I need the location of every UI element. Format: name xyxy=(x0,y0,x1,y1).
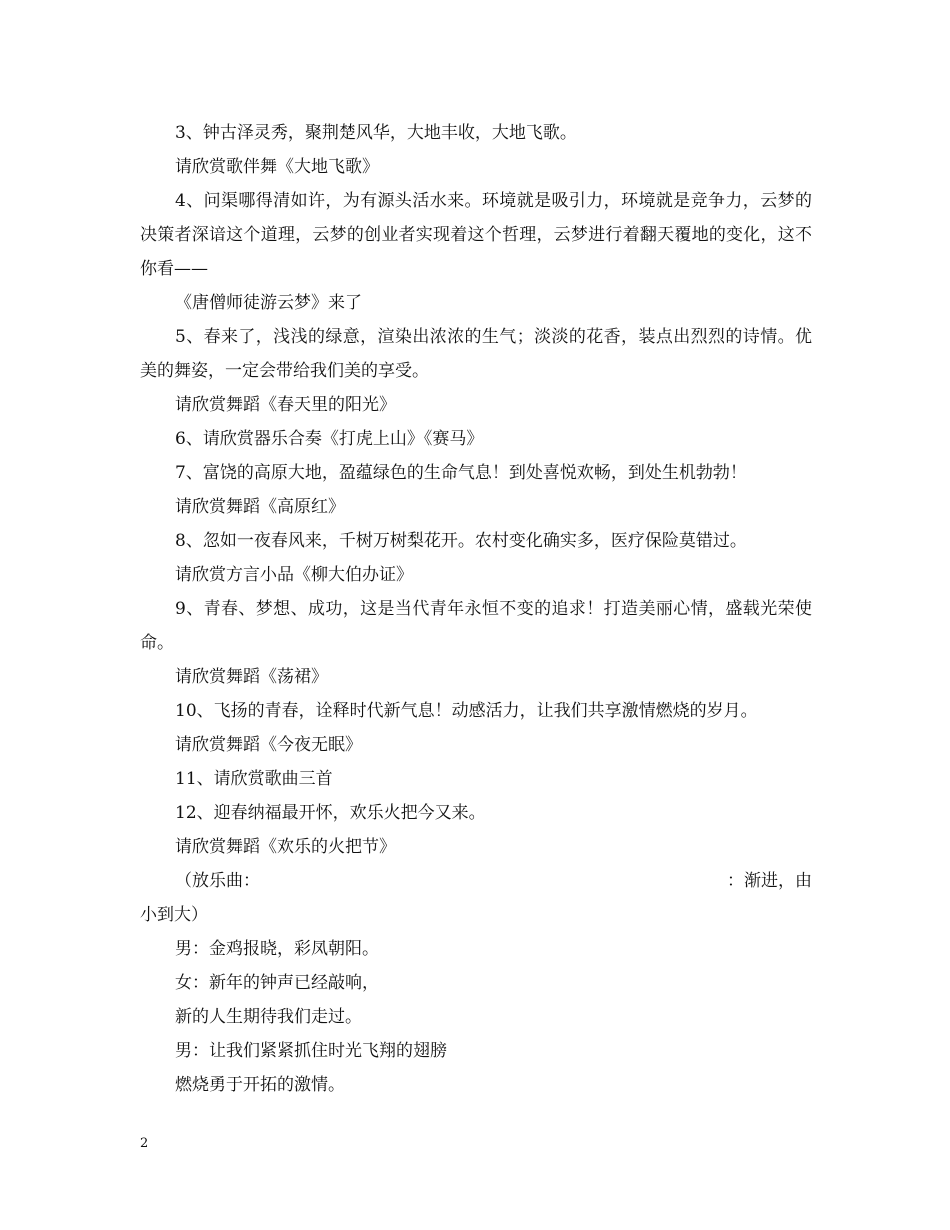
paragraph: 4、问渠哪得清如许，为有源头活水来。环境就是吸引力，环境就是竞争力，云梦的决策者深谙这个道理，云梦的创业者实现着这个哲理，云梦进行着翻天覆地的变化，这不你看—— xyxy=(140,191,812,279)
paragraph: 请欣赏歌伴舞《大地飞歌》 xyxy=(175,157,379,177)
paragraph: 请欣赏舞蹈《欢乐的火把节》 xyxy=(175,837,396,857)
music-note-left: （放乐曲： xyxy=(175,871,260,891)
paragraph: 请欣赏舞蹈《荡裙》 xyxy=(175,667,328,687)
dialogue-line: 男：让我们紧紧抓住时光飞翔的翅膀 xyxy=(175,1041,447,1061)
music-note-line xyxy=(140,864,812,898)
paragraph: 请欣赏舞蹈《春天里的阳光》 xyxy=(175,395,396,415)
paragraph: 请欣赏方言小品《柳大伯办证》 xyxy=(175,565,413,585)
paragraph: 7、富饶的高原大地，盈蕴绿色的生命气息！到处喜悦欢畅，到处生机勃勃！ xyxy=(175,463,747,483)
dialogue-line: 男：金鸡报晓，彩凤朝阳。 xyxy=(175,939,379,959)
paragraph: 6、请欣赏器乐合奏《打虎上山》《赛马》 xyxy=(175,429,484,449)
music-note-continuation: 小到大） xyxy=(140,905,208,925)
music-note-right: ：渐进，由 xyxy=(727,871,812,891)
page-number: 2 xyxy=(140,1136,149,1151)
paragraph: 请欣赏舞蹈《今夜无眠》 xyxy=(175,735,362,755)
paragraph: 请欣赏舞蹈《高原红》 xyxy=(175,497,345,517)
paragraph: 3、钟古泽灵秀，聚荆楚风华，大地丰收，大地飞歌。 xyxy=(175,123,577,143)
document-body xyxy=(140,116,812,1102)
paragraph: 8、忽如一夜春风来，千树万树梨花开。农村变化确实多，医疗保险莫错过。 xyxy=(175,531,747,551)
dialogue-line: 燃烧勇于开拓的激情。 xyxy=(175,1075,345,1095)
dialogue-line: 新的人生期待我们走过。 xyxy=(175,1007,362,1027)
paragraph: 9、青春、梦想、成功，这是当代青年永恒不变的追求！打造美丽心情，盛载光荣使命。 xyxy=(140,599,812,653)
paragraph: 5、春来了，浅浅的绿意，渲染出浓浓的生气；淡淡的花香，装点出烈烈的诗情。优美的舞姿，一定会带给我们美的享受。 xyxy=(140,327,812,381)
dialogue-line: 女：新年的钟声已经敲响， xyxy=(175,973,379,993)
paragraph: 12、迎春纳福最开怀，欢乐火把今又来。 xyxy=(175,803,486,823)
paragraph: 《唐僧师徒游云梦》来了 xyxy=(175,293,362,313)
paragraph: 10、飞扬的青春，诠释时代新气息！动感活力，让我们共享激情燃烧的岁月。 xyxy=(175,701,758,721)
paragraph: 11、请欣赏歌曲三首 xyxy=(175,769,333,789)
